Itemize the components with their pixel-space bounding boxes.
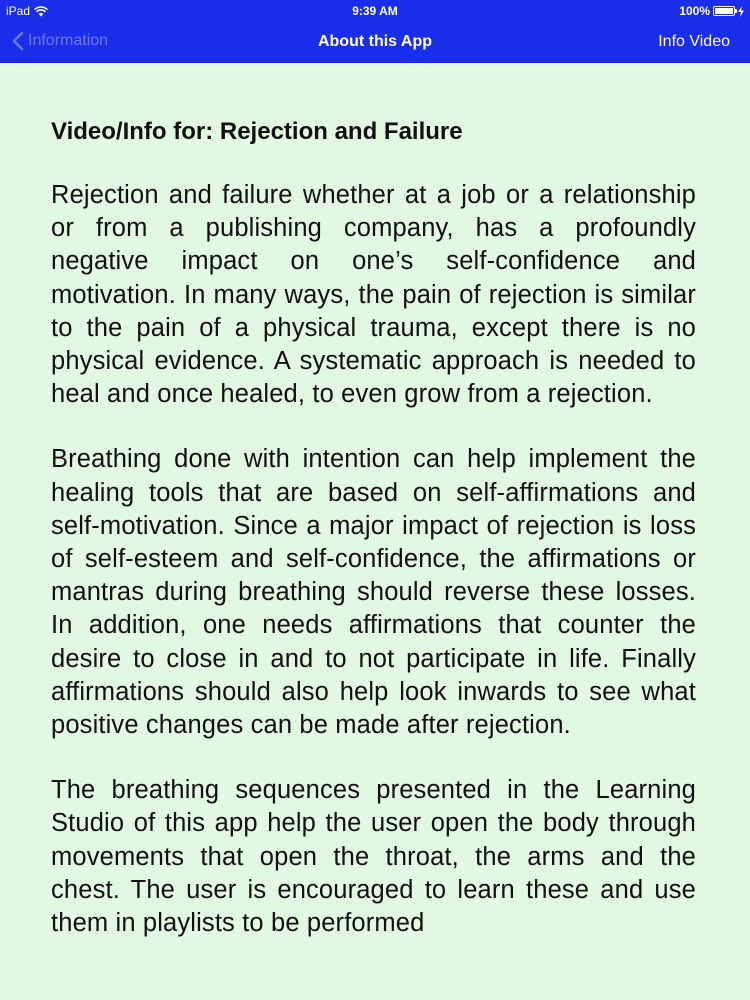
chevron-left-icon bbox=[12, 31, 24, 51]
article-paragraph-2: Breathing done with intention can help implement the healing tools that are based on self-affirmations and self-motivation. Since a major impact of rejection is loss of self-esteem and self-confidence, the affirmations or mantras during breathing should reverse these losses. In addition, one needs affirmations that counter the desire to close in and to not participate in life. Finally affirmations should also help look inwards to see what positive changes can be made after rejection. bbox=[51, 445, 696, 740]
navigation-bar bbox=[0, 22, 750, 63]
article-paragraph-3: The breathing sequences presented in the Learning Studio of this app help the user open the body through movements that open the throat, the arms and the chest. The user is encouraged to learn these and use them in playlists to be performed bbox=[51, 776, 696, 938]
page-title: About this App bbox=[317, 33, 433, 50]
charging-icon bbox=[738, 6, 744, 17]
back-button-label: Information bbox=[28, 32, 109, 49]
battery-icon bbox=[713, 6, 735, 16]
article-paragraph-1: Rejection and failure whether at a job or a relationship or from a publishing company, has a profoundly negative impact on one’s self-confidence and motivation. In many ways, the pain of rejection is similar to the pain of a physical trauma, except there is no physical evidence. A systematic approach is needed to heal and once healed, to even grow from a rejection. bbox=[51, 181, 696, 409]
back-button[interactable] bbox=[12, 31, 108, 51]
device-label: iPad bbox=[6, 4, 31, 18]
battery-percent: 100% bbox=[679, 4, 710, 18]
status-time: 9:39 AM bbox=[352, 4, 398, 18]
battery-fill bbox=[715, 8, 733, 14]
status-right bbox=[679, 4, 744, 18]
info-video-button[interactable]: Info Video bbox=[658, 33, 730, 50]
article-heading: Video/Info for: Rejection and Failure bbox=[51, 118, 463, 145]
status-bar bbox=[0, 0, 750, 22]
article-content bbox=[51, 115, 696, 972]
